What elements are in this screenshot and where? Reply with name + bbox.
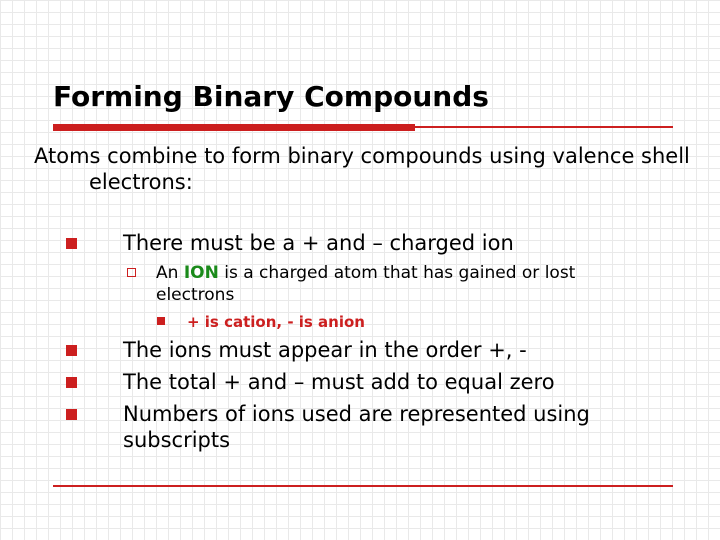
square-bullet-icon [66, 238, 77, 249]
bullet-text: Numbers of ions used are represented using subscripts [123, 402, 590, 452]
sub-sub-bullet-cation-anion [157, 312, 365, 332]
bullet-text: The total + and – must add to equal zero [123, 370, 555, 394]
bullet-charged-ion [66, 230, 703, 256]
sub-sub-bullet-text: + is cation, - is anion [187, 313, 365, 331]
intro-paragraph: Atoms combine to form binary compounds using valence shell electrons: [34, 144, 690, 194]
ion-keyword: ION [183, 263, 219, 283]
footer-rule [53, 485, 673, 487]
square-bullet-icon [66, 409, 77, 420]
bullet-text: The ions must appear in the order +, - [123, 338, 527, 362]
bullet-ion-order [66, 337, 703, 363]
small-square-bullet-icon [157, 317, 165, 325]
bullet-total-zero [66, 369, 703, 395]
slide-title: Forming Binary Compounds [53, 80, 489, 113]
sub-bullet-ion-definition [127, 262, 656, 306]
bullet-text: There must be a + and – charged ion [123, 231, 514, 255]
square-bullet-icon [66, 345, 77, 356]
title-underline-thick [53, 124, 415, 131]
title-underline-thin [415, 126, 673, 128]
hollow-square-bullet-icon [127, 268, 136, 277]
square-bullet-icon [66, 377, 77, 388]
sub-bullet-suffix: is a charged atom that has gained or lost electrons [156, 263, 576, 305]
bullet-subscripts [66, 401, 703, 453]
sub-bullet-prefix: An [156, 263, 184, 283]
